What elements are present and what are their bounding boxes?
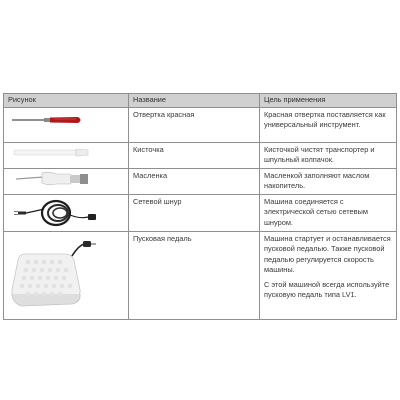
- header-picture: Рисунок: [4, 94, 129, 108]
- item-name: Пусковая педаль: [129, 231, 260, 319]
- picture-cell: [4, 194, 129, 231]
- table-row: [4, 168, 397, 194]
- purpose-text: Масленкой заполняют маслом накопитель.: [264, 170, 370, 190]
- header-purpose: Цель применения: [260, 94, 397, 108]
- item-name: Кисточка: [129, 142, 260, 168]
- item-name: Сетевой шнур: [129, 194, 260, 231]
- purpose-text: Машина соединяется с электрической сетью сетевым шнуром.: [264, 196, 368, 227]
- picture-cell: [4, 142, 129, 168]
- item-purpose: [260, 107, 397, 142]
- item-purpose: [260, 231, 397, 319]
- purpose-text: Красная отвертка поставляется как универсальный инструмент.: [264, 109, 386, 129]
- purpose-text: Кисточкой чистят транспортер и шпульный колпачок.: [264, 144, 375, 164]
- picture-cell: [4, 107, 129, 142]
- oil-can-icon: [4, 169, 128, 189]
- item-purpose: [260, 142, 397, 168]
- accessories-table: [3, 93, 397, 320]
- foot-pedal-icon: [4, 232, 128, 318]
- red-screwdriver-icon: [4, 108, 128, 141]
- purpose-text: С этой машиной всегда используйте пусковую педаль типа LV1.: [264, 279, 390, 299]
- table-row: [4, 142, 397, 168]
- table-row: [4, 231, 397, 319]
- item-name: Масленка: [129, 168, 260, 194]
- table-header-row: [4, 94, 397, 108]
- power-cord-icon: [4, 195, 128, 230]
- cleaning-brush-icon: [4, 143, 128, 163]
- table-row: [4, 107, 397, 142]
- purpose-text: Машина стартует и останавливается пусковой педалью. Также пусковой педалью регулируется скорость машины.: [264, 233, 391, 274]
- picture-cell: [4, 231, 129, 319]
- item-purpose: [260, 168, 397, 194]
- header-name: Название: [129, 94, 260, 108]
- item-purpose: [260, 194, 397, 231]
- item-name: Отвертка красная: [129, 107, 260, 142]
- table-row: [4, 194, 397, 231]
- picture-cell: [4, 168, 129, 194]
